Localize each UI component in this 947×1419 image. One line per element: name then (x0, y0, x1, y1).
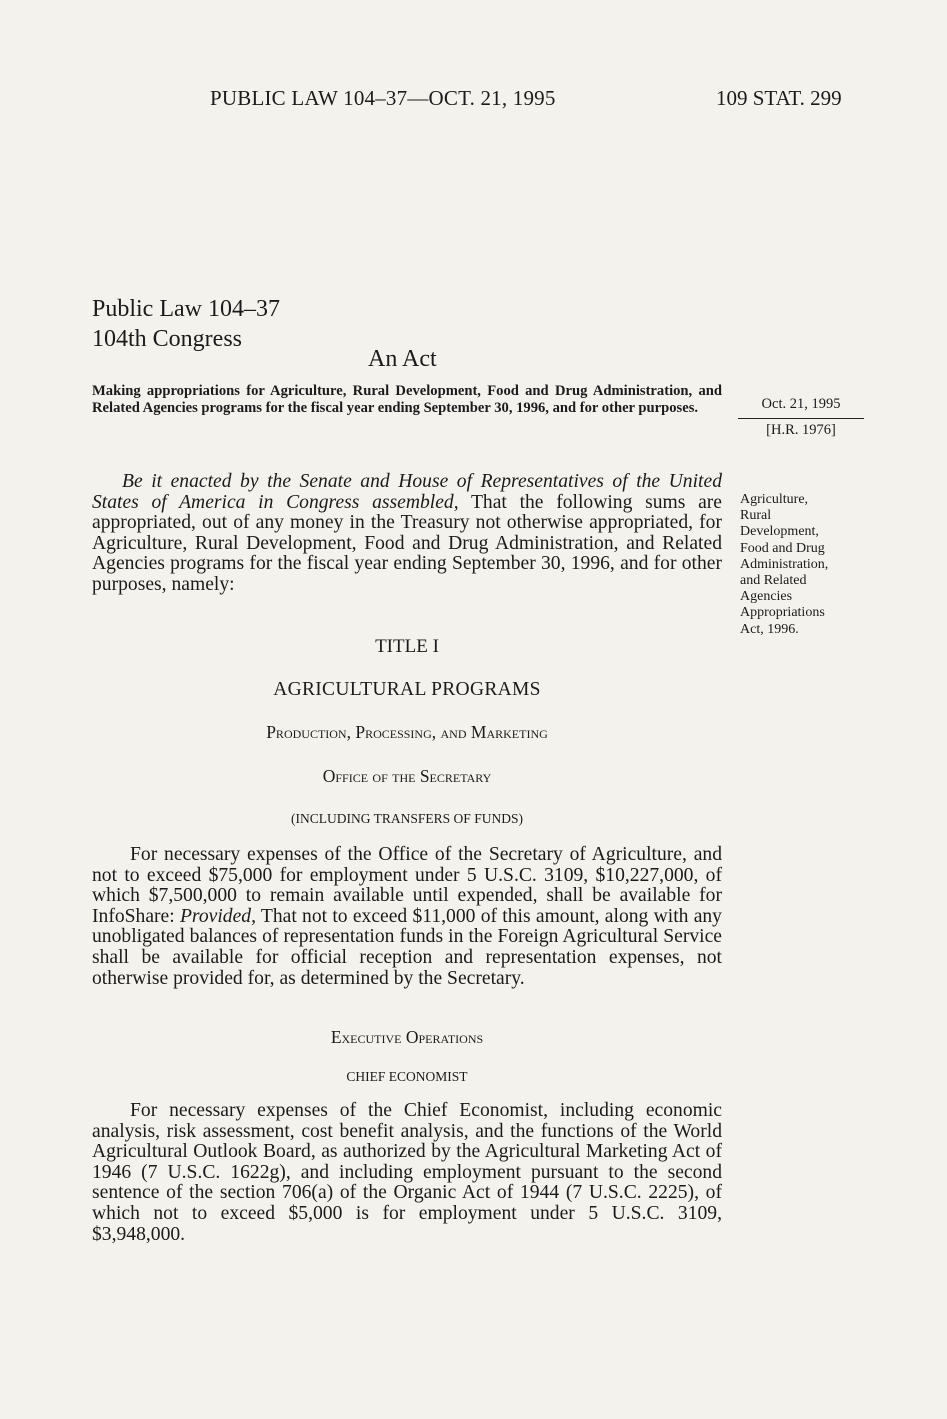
chief-economist-subheading: CHIEF ECONOMIST (346, 1069, 468, 1084)
secretary-paragraph-text: For necessary expenses of the Office of the Secretary of Agriculture, and not to exceed $75,000 for employment under 5 U.S.C. 3109, $10,227,000, of which $7,500,000 to remain available until expended, shall be available for InfoShare: (92, 844, 722, 927)
enacting-clause-text: That the following sums are appropriated, out of any money in the Treasury not otherwise appropriated, for Agriculture, Rural Development, Food and Drug Administration, and Related Agencies programs for the fiscal year ending September 30, 1996, and for other purposes, namely: (92, 491, 722, 595)
law-title (92, 294, 280, 354)
public-law-number: Public Law 104–37 (92, 296, 280, 322)
bill-number: [H.R. 1976] (766, 422, 836, 438)
margin-note-line: Appropriations (740, 605, 825, 621)
executive-operations-heading: Executive Operations (330, 1027, 484, 1047)
enacting-clause-italic: Be it enacted by the Senate and House of Representatives of the United States of America in Congress assembled, (92, 471, 722, 513)
enactment-date: Oct. 21, 1995 (761, 396, 841, 412)
programs-heading: AGRICULTURAL PROGRAMS (273, 679, 541, 700)
running-header: PUBLIC LAW 104–37—OCT. 21, 1995 (210, 86, 556, 110)
stat-page-number: 109 STAT. 299 (716, 86, 842, 110)
act-heading: An Act (368, 346, 437, 372)
production-heading: Production, Processing, and Marketing (266, 722, 548, 742)
proviso-italic: Provided, (179, 905, 256, 927)
margin-note-line: Food and Drug (740, 540, 825, 556)
chief-economist-paragraph: For necessary expenses of the Chief Economist, including economic analysis, risk assessment, cost benefit analysis, and the functions of the World Agricultural Outlook Board, as authorized by the Agricultural Marketing Act of 1946 (7 U.S.C. 1622g), and including employment pursuant to the second sentence of the section 706(a) of the Organic Act of 1944 (7 U.S.C. 2225), of which not to exceed $5,000 is for employment under 5 U.S.C. 3109, $3,948,000. (92, 1100, 722, 1245)
enacting-clause (92, 472, 722, 596)
sidebar-divider (738, 418, 864, 419)
margin-note (740, 492, 860, 638)
purpose-clause: Making appropriations for Agriculture, Rural Development, Food and Drug Administration, and Related Agencies programs for the fiscal year ending September 30, 1996, and for other purposes. (92, 383, 722, 416)
margin-note-line: Development, (740, 524, 819, 540)
margin-note-line: Act, 1996. (740, 621, 799, 637)
congress-number: 104th Congress (92, 326, 242, 352)
margin-note-line: Agriculture, (740, 492, 809, 507)
margin-note-line: Administration, (740, 556, 829, 572)
secretary-paragraph-rest: That not to exceed $11,000 of this amount, along with any unobligated balances of representation funds in the Foreign Agricultural Service shall be available for official reception and representation expenses, not otherwise provided for, as determined by the Secretary. (92, 905, 722, 989)
secretary-paragraph (92, 845, 722, 989)
margin-note-line: Agencies (740, 589, 793, 605)
title-heading: TITLE I (375, 636, 439, 657)
margin-note-line: Rural (740, 508, 772, 524)
transfers-subheading: (INCLUDING TRANSFERS OF FUNDS) (291, 811, 523, 826)
office-heading: Office of the Secretary (322, 766, 492, 786)
margin-note-line: and Related (740, 573, 807, 589)
